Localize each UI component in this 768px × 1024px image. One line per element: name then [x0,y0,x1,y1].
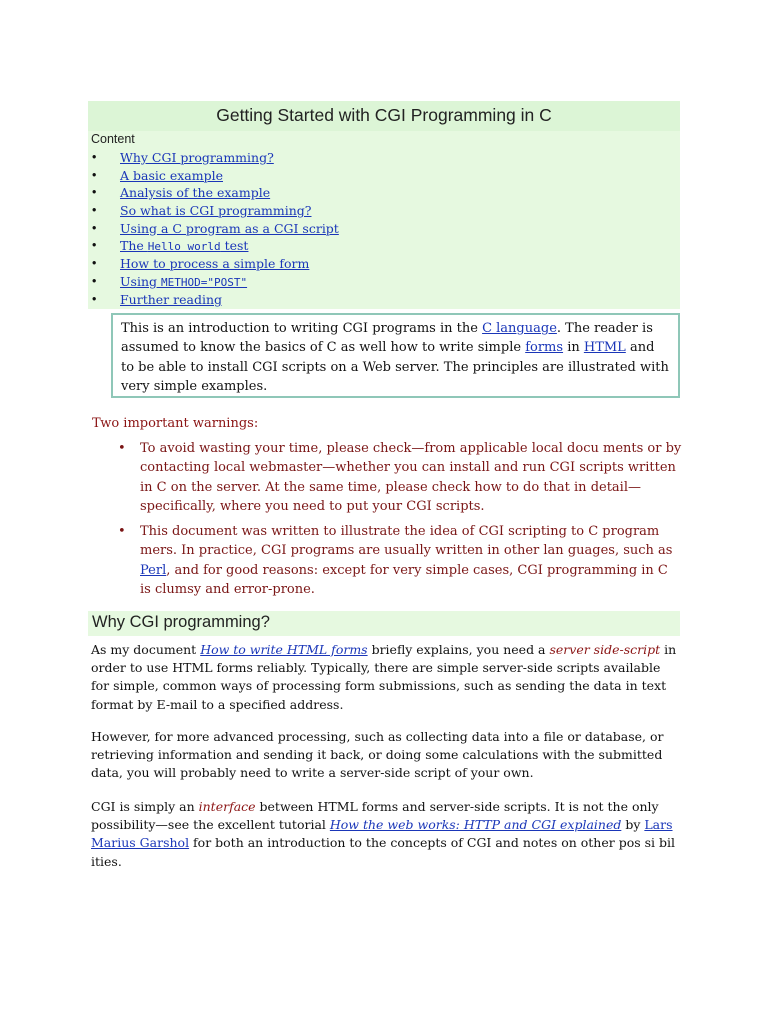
toc-link-prefix: The [120,238,148,254]
emphasis-text: interface [198,799,256,814]
toc-link-c-program[interactable]: Using a C program as a CGI script [120,220,339,236]
intro-text-part: and to be able to install CGI scripts on a Web server. The principles are illustrated with very simple examples. [121,340,669,394]
intro-text-part: in [563,340,584,356]
bullet-icon: • [118,441,126,456]
intro-text [121,319,669,396]
toc-link-why-cgi[interactable]: Why CGI programming? [120,150,274,165]
section-title: Why CGI programming? [92,613,270,631]
paragraph-text: CGI is simply an [91,799,199,814]
author-link[interactable]: Lars Marius Garshol [91,817,673,851]
paragraph-text: briefly explains, you need a [367,642,550,657]
emphasis-text: server side-script [549,642,661,657]
section-heading-box [88,611,680,636]
toc-link-code: METHOD="POST" [160,275,248,289]
paragraph [91,641,681,714]
toc-link-method-post[interactable] [120,273,247,292]
bullet-icon: • [92,238,97,253]
bullet-icon: • [92,273,97,288]
html-link[interactable]: HTML [583,340,626,356]
intro-text-part: This is an introduction to writing CGI programs in the [121,321,483,336]
bullet-icon: • [92,256,97,271]
paragraph-text: in order to use HTML forms reliably. Typically, there are simple server-side scripts available for simple, common ways of processing form submissions, such as sending the data in text format by E-mail to a specified address. [91,642,677,712]
warning-text: , and for good reasons: except for very simple cases, CGI programming in C is clumsy and error-prone. [140,562,668,598]
title-banner [88,101,680,131]
toc-link-code: Hello world [147,240,221,254]
warning-item [118,522,682,599]
warning-text: This document was written to illustrate the idea of CGI scripting to C program mers. In practice, CGI programs are usually written in other lan guages, such as [140,524,673,559]
warnings-heading: Two important warnings: [92,416,259,431]
perl-link[interactable]: Perl [140,562,167,578]
paragraph-text: for both an introduction to the concepts of CGI and notes on other pos si bil ities. [91,835,675,869]
paragraph: However, for more advanced processing, such as collecting data into a file or database, or retrieving information and sending it back, or doing some calculations with the submitted data, you will probably need to write a server-side script of your own. [91,729,664,781]
paragraph-text: between HTML forms and server-side scripts. It is not the only possibility—see the excellent tutorial [91,799,659,833]
toc-link-prefix: Using [120,273,161,289]
warning-item [118,439,682,516]
bullet-icon: • [92,185,97,200]
bullet-icon: • [92,150,97,164]
toc-link-simple-form[interactable]: How to process a simple form [120,256,310,272]
bullet-icon: • [118,524,126,540]
toc-link-basic-example[interactable]: A basic example [120,167,223,183]
intro-box [111,313,680,398]
bullet-icon: • [92,220,97,235]
warnings-list [118,439,682,599]
content-label: Content [91,132,135,146]
page-title: Getting Started with CGI Programming in C [216,105,552,125]
paragraph-text: by [621,817,645,833]
toc-link-analysis[interactable]: Analysis of the example [120,185,271,201]
http-cgi-tutorial-link[interactable]: How the web works: HTTP and CGI explained [329,817,622,833]
bullet-icon: • [92,167,97,182]
toc-link-further-reading[interactable]: Further reading [120,291,222,307]
toc-link-what-is-cgi[interactable]: So what is CGI programming? [120,203,312,219]
c-language-link[interactable]: C language [482,321,557,336]
bullet-icon: • [92,291,97,306]
paragraph [91,798,681,871]
intro-text-part: . The reader is assumed to know the basics of C as well how to write simple [121,321,653,356]
html-forms-link[interactable]: How to write HTML forms [200,642,368,657]
paragraph-text: As my document [91,642,201,657]
bullet-icon: • [92,203,97,218]
forms-link[interactable]: forms [525,340,564,356]
table-of-contents [88,131,680,309]
toc-link-hello-world[interactable] [120,237,248,256]
toc-link-suffix: test [220,238,249,254]
warning-text: To avoid wasting your time, please check—from applicable local docu ments or by contacting local webmaster—whether you can install and run CGI scripts written in C on the server. At the same time, please check how to do that in detail—specifically, where you need to put your CGI scripts. [140,441,682,514]
